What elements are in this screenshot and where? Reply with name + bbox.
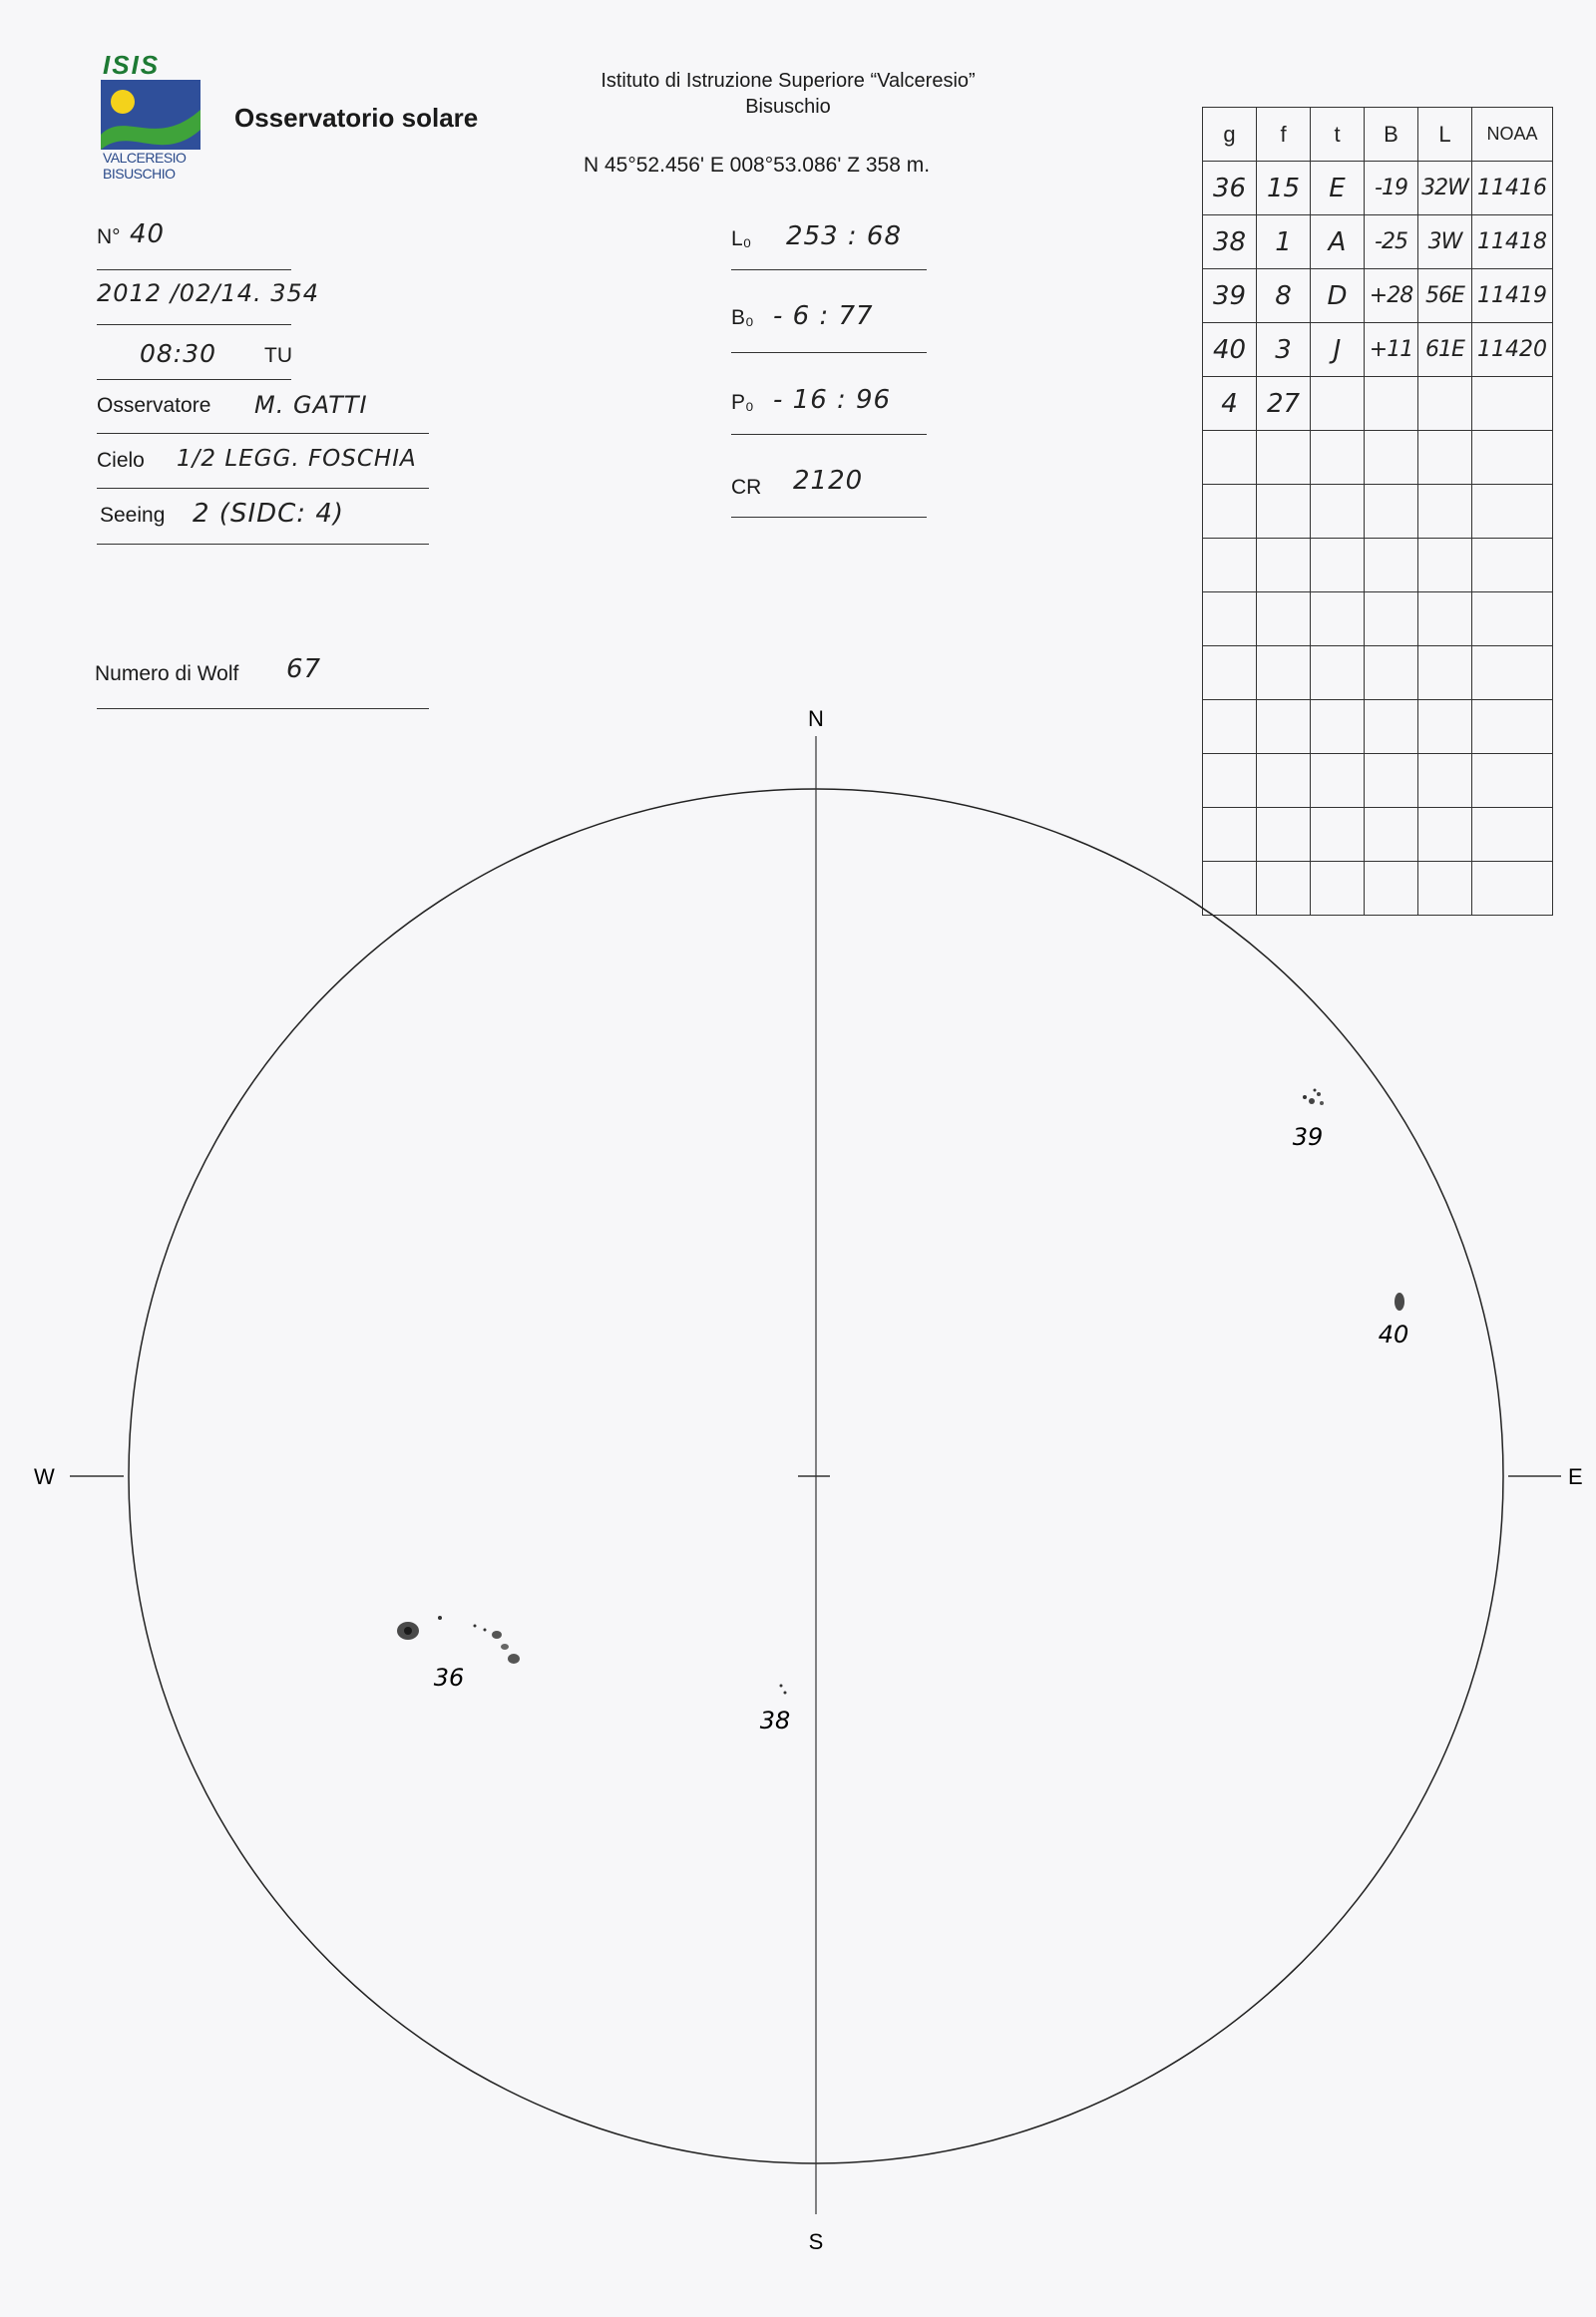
- table-header-cell: L: [1418, 108, 1472, 162]
- sky-value: 1/2 LEGG. FOSCHIA: [177, 446, 417, 472]
- east-label: E: [1568, 1464, 1583, 1489]
- table-cell: 39: [1203, 269, 1257, 323]
- group-38-label: 38: [759, 1707, 791, 1735]
- p0-label: P₀: [731, 391, 754, 414]
- cr-label: CR: [731, 476, 762, 499]
- table-cell: 8: [1257, 269, 1311, 323]
- table-cell: D: [1311, 269, 1365, 323]
- table-cell: 11418: [1472, 215, 1553, 269]
- seeing-label: Seeing: [100, 504, 166, 527]
- sunspot-group-38: [760, 1685, 791, 1736]
- l0-value: 253 : 68: [786, 221, 902, 251]
- date-value: 2012 /02/14. 354: [97, 279, 320, 307]
- b0-value: - 6 : 77: [773, 301, 874, 331]
- b0-label: B₀: [731, 306, 754, 329]
- table-header-cell: f: [1257, 108, 1311, 162]
- west-label: W: [34, 1464, 55, 1489]
- number-label: N°: [97, 225, 121, 248]
- sunspot-group-39: [1293, 1089, 1324, 1152]
- table-header-cell: t: [1311, 108, 1365, 162]
- time-unit: TU: [264, 344, 292, 367]
- table-header-cell: g: [1203, 108, 1257, 162]
- table-cell: 61E: [1418, 323, 1472, 377]
- site-coordinates: N 45°52.456' E 008°53.086' Z 358 m.: [584, 154, 931, 177]
- cr-value: 2120: [793, 466, 864, 496]
- table-cell: 11416: [1472, 162, 1553, 215]
- table-cell: 32W: [1418, 162, 1472, 215]
- table-cell: J: [1311, 323, 1365, 377]
- sunspot-group-36: [397, 1616, 520, 1692]
- seeing-value: 2 (SIDC: 4): [193, 499, 345, 529]
- table-cell: 1: [1257, 215, 1311, 269]
- table-cell: +11: [1365, 323, 1418, 377]
- l0-label: L₀: [731, 227, 752, 250]
- table-cell: -25: [1365, 215, 1418, 269]
- sunspot-group-40: [1379, 1293, 1409, 1349]
- observer-value: M. GATTI: [254, 391, 368, 419]
- observatory-title: Osservatorio solare: [234, 103, 479, 133]
- table-cell: 11419: [1472, 269, 1553, 323]
- time-value: 08:30: [140, 339, 217, 368]
- logo-caption-bisuschio: BISUSCHIO: [103, 166, 176, 182]
- table-cell: 36: [1203, 162, 1257, 215]
- table-header-cell: NOAA: [1472, 108, 1553, 162]
- institute-name: Istituto di Istruzione Superiore “Valceresio”: [600, 70, 976, 92]
- group-40-label: 40: [1378, 1321, 1409, 1349]
- institute-location: Bisuschio: [745, 96, 831, 118]
- wolf-label: Numero di Wolf: [95, 662, 239, 685]
- p0-value: - 16 : 96: [773, 385, 892, 415]
- table-cell: 4: [1203, 377, 1257, 431]
- table-cell: +28: [1365, 269, 1418, 323]
- table-cell: E: [1311, 162, 1365, 215]
- table-cell: 15: [1257, 162, 1311, 215]
- table-cell: 3W: [1418, 215, 1472, 269]
- group-36-label: 36: [433, 1664, 465, 1692]
- wolf-value: 67: [286, 654, 322, 684]
- table-cell: -19: [1365, 162, 1418, 215]
- table-cell: 38: [1203, 215, 1257, 269]
- table-cell: 11420: [1472, 323, 1553, 377]
- table-cell: 56E: [1418, 269, 1472, 323]
- observer-label: Osservatore: [97, 394, 211, 417]
- group-39-label: 39: [1292, 1123, 1324, 1151]
- table-cell: A: [1311, 215, 1365, 269]
- logo-caption-valceresio: VALCERESIO: [103, 150, 187, 166]
- table-cell: 27: [1257, 377, 1311, 431]
- table-cell: 40: [1203, 323, 1257, 377]
- table-cell: 3: [1257, 323, 1311, 377]
- logo-wordmark: ISIS: [103, 50, 161, 80]
- table-header-cell: B: [1365, 108, 1418, 162]
- sky-label: Cielo: [97, 449, 145, 472]
- north-label: N: [808, 706, 824, 731]
- south-label: S: [808, 2229, 824, 2254]
- number-value: 40: [130, 219, 166, 249]
